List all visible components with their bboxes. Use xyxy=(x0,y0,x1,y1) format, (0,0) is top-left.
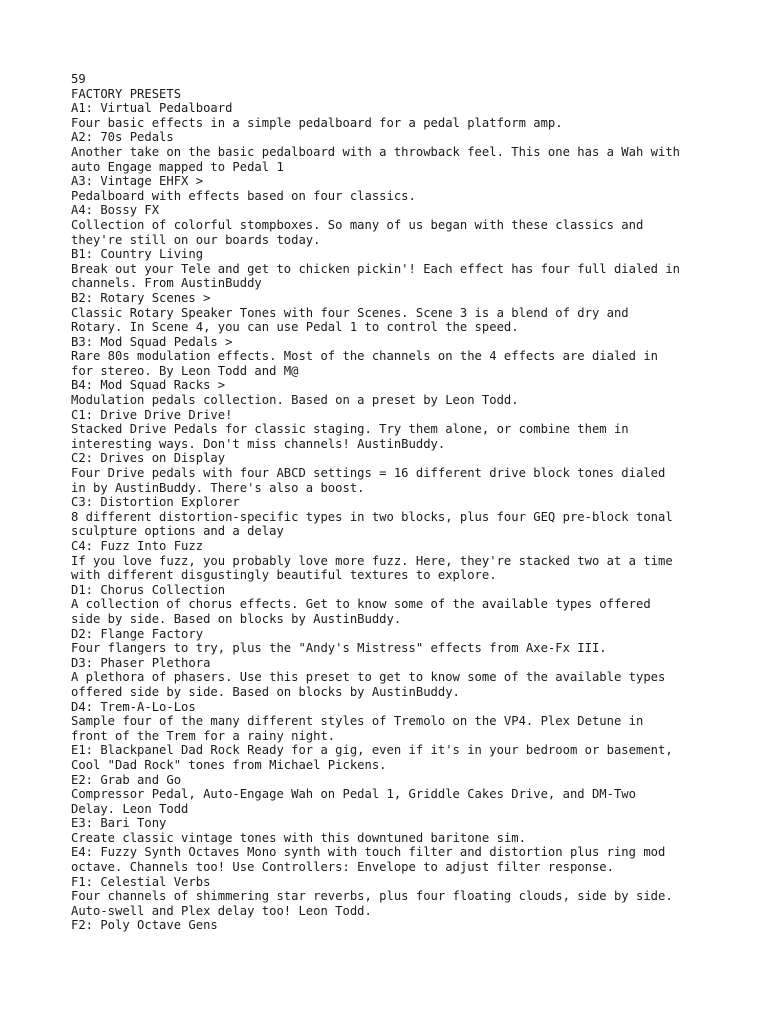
text-line: A collection of chorus effects. Get to know some of the available types offered xyxy=(71,597,651,612)
text-line: front of the Trem for a rainy night. xyxy=(71,728,336,743)
text-line: in by AustinBuddy. There's also a boost. xyxy=(71,480,365,495)
text-line: Four channels of shimmering star reverbs, plus four floating clouds, side by side. xyxy=(71,889,673,904)
text-line: B1: Country Living xyxy=(71,247,204,262)
text-line: B2: Rotary Scenes > xyxy=(71,290,211,305)
text-line: D1: Chorus Collection xyxy=(71,582,226,597)
text-line: Collection of colorful stompboxes. So many of us began with these classics and xyxy=(71,217,644,232)
text-line: Four basic effects in a simple pedalboard for a pedal platform amp. xyxy=(71,115,563,130)
text-line: they're still on our boards today. xyxy=(71,232,321,247)
text-line: Auto-swell and Plex delay too! Leon Todd. xyxy=(71,903,372,918)
text-line: Modulation pedals collection. Based on a preset by Leon Todd. xyxy=(71,393,519,408)
text-line: Delay. Leon Todd xyxy=(71,801,189,816)
text-line: If you love fuzz, you probably love more fuzz. Here, they're stacked two at a time xyxy=(71,553,673,568)
document-page xyxy=(71,72,731,933)
text-line: A4: Bossy FX xyxy=(71,203,160,218)
text-line: Stacked Drive Pedals for classic staging. Try them alone, or combine them in xyxy=(71,422,629,437)
text-line: interesting ways. Don't miss channels! AustinBuddy. xyxy=(71,436,446,451)
text-line: C2: Drives on Display xyxy=(71,451,226,466)
text-line: Four flangers to try, plus the "Andy's Mistress" effects from Axe-Fx III. xyxy=(71,641,607,656)
page-number: 59 xyxy=(71,72,86,86)
text-line: C4: Fuzz Into Fuzz xyxy=(71,539,204,553)
text-line: Cool "Dad Rock" tones from Michael Pickens. xyxy=(71,757,387,772)
text-line: F1: Celestial Verbs xyxy=(71,874,211,889)
text-line: E3: Bari Tony xyxy=(71,816,167,831)
text-line: Pedalboard with effects based on four classics. xyxy=(71,188,416,203)
text-line: D2: Flange Factory xyxy=(71,626,204,641)
text-line: 8 different distortion-specific types in two blocks, plus four GEQ pre-block tonal xyxy=(71,509,673,524)
text-line: C1: Drive Drive Drive! xyxy=(71,407,233,422)
text-line: sculpture options and a delay xyxy=(71,524,284,539)
preset-list xyxy=(71,101,731,933)
text-line: D3: Phaser Plethora xyxy=(71,655,211,670)
text-line: channels. From AustinBuddy xyxy=(71,276,262,291)
text-line: Sample four of the many different styles of Tremolo on the VP4. Plex Detune in xyxy=(71,714,644,729)
text-line: E4: Fuzzy Synth Octaves Mono synth with touch filter and distortion plus ring mod xyxy=(71,845,666,860)
text-line: auto Engage mapped to Pedal 1 xyxy=(71,159,284,174)
text-line: C3: Distortion Explorer xyxy=(71,495,240,510)
text-line: Another take on the basic pedalboard with a throwback feel. This one has a Wah with xyxy=(71,144,681,159)
text-line: for stereo. By Leon Todd and M@ xyxy=(71,363,299,378)
text-line: D4: Trem-A-Lo-Los xyxy=(71,699,196,714)
text-line: Rare 80s modulation effects. Most of the channels on the 4 effects are dialed in xyxy=(71,349,658,364)
text-line: E2: Grab and Go xyxy=(71,772,182,787)
text-line: octave. Channels too! Use Controllers: Envelope to adjust filter response. xyxy=(71,860,614,875)
text-line: Break out your Tele and get to chicken pickin'! Each effect has four full dialed in xyxy=(71,261,681,276)
text-line: B3: Mod Squad Pedals > xyxy=(71,334,233,349)
text-line: Classic Rotary Speaker Tones with four Scenes. Scene 3 is a blend of dry and xyxy=(71,305,629,320)
text-line: Rotary. In Scene 4, you can use Pedal 1 to control the speed. xyxy=(71,320,519,335)
text-line: offered side by side. Based on blocks by AustinBuddy. xyxy=(71,684,460,699)
text-line: A plethora of phasers. Use this preset to get to know some of the available types xyxy=(71,670,666,685)
page-heading: FACTORY PRESETS xyxy=(71,86,182,101)
text-line: F2: Poly Octave Gens xyxy=(71,918,218,933)
text-line: Compressor Pedal, Auto-Engage Wah on Pedal 1, Griddle Cakes Drive, and DM-Two xyxy=(71,787,636,802)
text-line: Create classic vintage tones with this downtuned baritone sim. xyxy=(71,830,526,845)
text-line: A3: Vintage EHFX > xyxy=(71,174,204,189)
text-line: Four Drive pedals with four ABCD settings = 16 different drive block tones dialed xyxy=(71,466,666,481)
text-line: B4: Mod Squad Racks > xyxy=(71,378,226,393)
text-line: E1: Blackpanel Dad Rock Ready for a gig, even if it's in your bedroom or basement, xyxy=(71,743,673,758)
text-line: with different disgustingly beautiful textures to explore. xyxy=(71,568,497,583)
text-line: side by side. Based on blocks by AustinBuddy. xyxy=(71,611,402,626)
text-line: A2: 70s Pedals xyxy=(71,130,174,145)
text-line: A1: Virtual Pedalboard xyxy=(71,101,233,116)
